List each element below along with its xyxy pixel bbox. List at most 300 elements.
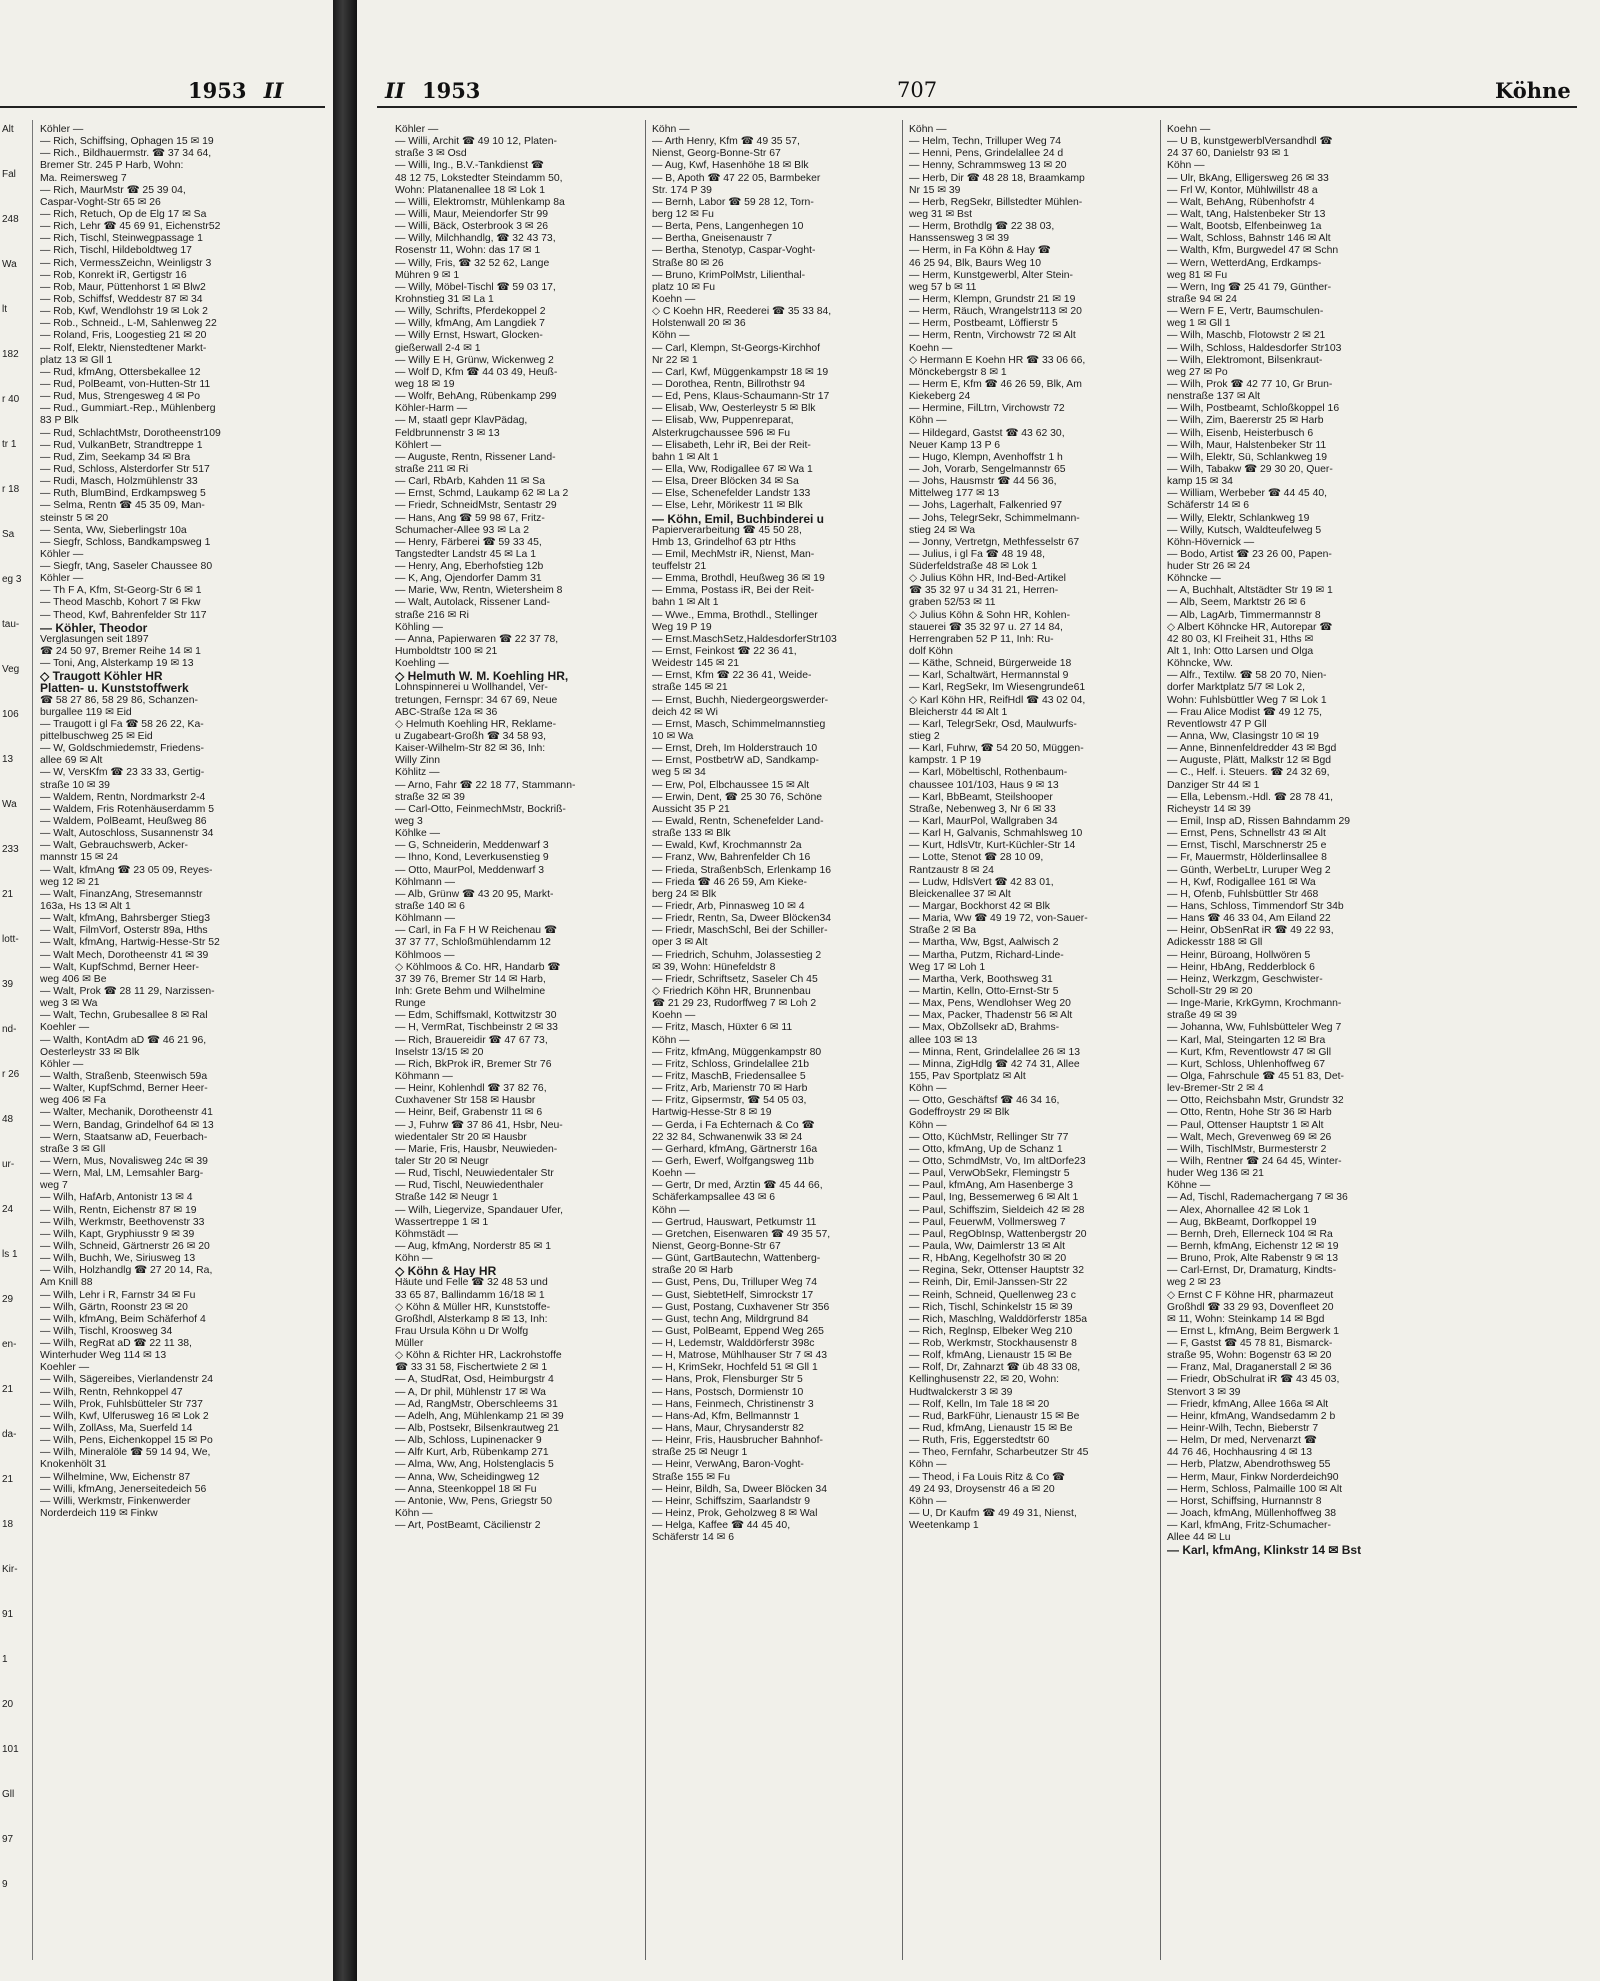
- directory-entry-line: — Aug, BkBeamt, Dorfkoppel 19: [1167, 1216, 1317, 1228]
- directory-entry-line: taler Str 20 ✉ Neugr: [395, 1155, 489, 1167]
- directory-entry-line: — Wilh, Werkmstr, Beethovenstr 33: [40, 1216, 205, 1228]
- directory-entry-line: — Hans, Feinmech, Christinenstr 3: [652, 1398, 814, 1410]
- directory-entry-line: — Rob, Schiffsf, Weddestr 87 ✉ 34: [40, 293, 203, 305]
- directory-entry-line: — Wern, Mus, Novalisweg 24c ✉ 39: [40, 1155, 208, 1167]
- directory-entry-line: — Henry, Ang, Eberhofstieg 12b: [395, 561, 544, 573]
- directory-entry-line: Rantzaustr 8 ✉ 24: [909, 864, 994, 876]
- directory-entry-line: — Walt, KupfSchmd, Berner Heer-: [40, 961, 199, 973]
- directory-entry-line: — Ed, Pens, Klaus-Schaumann-Str 17: [652, 391, 830, 403]
- directory-entry-line: — Max, Pens, Wendlohser Weg 20: [909, 998, 1071, 1010]
- margin-fragment: 9: [2, 1879, 8, 1890]
- directory-entry-line: — Gust, techn Ang, Mildrgrund 84: [652, 1313, 809, 1325]
- directory-entry-line: — Wolf D, Kfm ☎ 44 03 49, Heuß-: [395, 366, 558, 378]
- directory-entry-line: — Karl, kfmAng, Klinkstr 14 ✉ Bst: [1167, 1544, 1362, 1557]
- directory-entry-line: — Adelh, Ang, Mühlenkamp 21 ✉ 39: [395, 1410, 564, 1422]
- margin-fragment: nd-: [2, 1024, 17, 1035]
- directory-entry-line: — Wilh, Rentn, Rehnkoppel 47: [40, 1386, 183, 1398]
- directory-entry-line: gießerwall 2-4 ✉ 1: [395, 342, 481, 354]
- directory-entry-line: — Gust, SiebtetHelf, Simrockstr 17: [652, 1289, 814, 1301]
- margin-fragment: r 26: [2, 1069, 20, 1080]
- directory-entry-line: — Franz, Mal, Draganerstall 2 ✉ 36: [1167, 1362, 1332, 1374]
- directory-entry-line: Bremer Str. 245 P Harb, Wohn:: [40, 160, 184, 172]
- margin-fragment: ur-: [2, 1159, 15, 1170]
- directory-entry-line: — Rud., Gummiart.-Rep., Mühlenberg: [40, 403, 216, 415]
- margin-fragment: r 18: [2, 484, 20, 495]
- margin-fragment: Gll: [2, 1789, 15, 1800]
- directory-entry-line: — Frau Alice Modist ☎ 49 12 75,: [1167, 706, 1323, 718]
- directory-entry-line: — Gerda, i Fa Echternach & Co ☎: [652, 1119, 815, 1131]
- directory-entry-line: — Senta, Ww, Sieberlingstr 10a: [40, 524, 187, 536]
- directory-entry-line: — Auguste, Plätt, Malkstr 12 ✉ Bgd: [1167, 755, 1332, 767]
- directory-entry-line: — Heinr, Schiffszim, Saarlandstr 9: [652, 1495, 811, 1507]
- margin-fragment: 13: [2, 754, 14, 765]
- directory-entry-line: — Elisabeth, Lehr iR, Bei der Reit-: [652, 439, 811, 451]
- directory-entry-line: Hartwig-Hesse-Str 8 ✉ 19: [652, 1107, 772, 1119]
- directory-entry-line: — Rich, BkProk iR, Bremer Str 76: [395, 1058, 552, 1070]
- directory-entry-line: — Wilh, Pens, Eichenkoppel 15 ✉ Po: [40, 1435, 213, 1447]
- directory-entry-line: allee 69 ✉ Alt: [40, 755, 103, 767]
- directory-entry-line: — Köhler, Theodor: [40, 621, 148, 634]
- directory-entry-line: — Johanna, Ww, Fuhlsbütteler Weg 7: [1167, 1022, 1342, 1034]
- directory-entry-line: — Heinz, Prok, Geholzweg 8 ✉ Wal: [652, 1508, 818, 1520]
- directory-entry-line: straße 133 ✉ Blk: [652, 828, 731, 840]
- directory-entry-line: — Herb, RegSekr, Billstedter Mühlen-: [909, 196, 1083, 208]
- directory-entry-line: — Theod Maschb, Kohort 7 ✉ Fkw: [40, 597, 201, 609]
- directory-entry-line: — Willy Ernst, Hswart, Glocken-: [395, 330, 543, 342]
- surname-heading: Köhn —: [652, 1204, 690, 1216]
- surname-heading: Koehn —: [652, 293, 696, 305]
- directory-entry-line: — Heinr, Kohlenhdl ☎ 37 82 76,: [395, 1083, 547, 1095]
- directory-entry-line: dorfer Marktplatz 5/7 ✉ Lok 2,: [1167, 682, 1306, 694]
- directory-entry-line: — Walt, Bootsb, Elfenbeinweg 1a: [1167, 221, 1322, 233]
- directory-entry-line: — Bruno, KrimPolMstr, Lilienthal-: [652, 269, 806, 281]
- directory-entry-line: straße 211 ✉ Ri: [395, 463, 469, 475]
- directory-entry-line: — Inge-Marie, KrkGymn, Krochmann-: [1167, 998, 1342, 1010]
- directory-entry-line: kamp 15 ✉ 34: [1167, 476, 1233, 488]
- directory-entry-line: — Friedrich, Schuhm, Jolassestieg 2: [652, 949, 822, 961]
- directory-entry-line: — Minna, ZigHdlg ☎ 42 74 31, Allee: [909, 1058, 1080, 1070]
- surname-heading: Köhler-Harm —: [395, 403, 468, 415]
- surname-heading: Köhncke —: [1167, 573, 1221, 585]
- directory-entry-line: — Hans, Ang ☎ 59 98 67, Fritz-: [395, 512, 545, 524]
- directory-entry-line: — Karl, RegSekr, Im Wiesengrunde61: [909, 682, 1086, 694]
- directory-entry-line: — Heinr, kfmAng, Wandsedamm 2 b: [1167, 1410, 1336, 1422]
- directory-entry-line: straße 145 ✉ 21: [652, 682, 728, 694]
- directory-entry-line: Neuer Kamp 13 P 6: [909, 439, 1001, 451]
- directory-entry-line: — Ernst, Feinkost ☎ 22 36 41,: [652, 646, 797, 658]
- directory-entry-line: — H, KrimSekr, Hochfeld 51 ✉ Gll 1: [652, 1362, 818, 1374]
- directory-entry-line: — Karl, Fuhrw, ☎ 54 20 50, Müggen-: [909, 743, 1084, 755]
- right-page: [357, 0, 1600, 1981]
- directory-entry-line: — Elisab, Ww, Oesterleystr 5 ✉ Blk: [652, 403, 816, 415]
- directory-entry-line: — Ewald, Rentn, Schenefelder Land-: [652, 816, 824, 828]
- directory-entry-line: — Martha, Putzm, Richard-Linde-: [909, 949, 1064, 961]
- directory-entry-line: — Rob, Konrekt iR, Gertigstr 16: [40, 269, 187, 281]
- directory-entry-line: — Herb, Dir ☎ 48 28 18, Braamkamp: [909, 172, 1085, 184]
- directory-column-2: [395, 124, 640, 1532]
- directory-entry-line: — Olga, Fahrschule ☎ 45 51 83, Det-: [1167, 1070, 1344, 1082]
- directory-entry-line: — Otto, MaurPol, Meddenwarf 3: [395, 864, 544, 876]
- directory-entry-line: Richeystr 14 ✉ 39: [1167, 803, 1251, 815]
- directory-entry-line: — Wern, WetterdAng, Erdkamps-: [1167, 257, 1322, 269]
- directory-entry-line: — Helm, Techn, Trilluper Weg 74: [909, 136, 1062, 148]
- directory-entry-line: — Carl, in Fa F H W Reichenau ☎: [395, 925, 557, 937]
- directory-entry-line: — Heinr, Fris, Hausbrucher Bahnhof-: [652, 1435, 823, 1447]
- directory-entry-line: ABC-Straße 12a ✉ 36: [395, 706, 498, 718]
- directory-entry-line: weg 406 ✉ Be: [40, 973, 107, 985]
- directory-entry-line: Inh: Grete Behm und Wilhelmine: [395, 985, 546, 997]
- surname-heading: Köhn-Hövernick —: [1167, 536, 1255, 548]
- directory-entry-line: — Ruth, Fris, Eggerstedtstr 60: [909, 1435, 1050, 1447]
- directory-entry-line: — Ernst, Pens, Schnellstr 43 ✉ Alt: [1167, 828, 1326, 840]
- directory-entry-line: Hudtwalckerstr 3 ✉ 39: [909, 1386, 1013, 1398]
- directory-entry-line: ☎ 21 29 23, Rudorffweg 7 ✉ Loh 2: [652, 998, 817, 1010]
- directory-entry-line: 37 39 76, Bremer Str 14 ✉ Harb,: [395, 973, 546, 985]
- directory-entry-line: — Walt, Prok ☎ 28 11 29, Narzissen-: [40, 985, 215, 997]
- directory-entry-line: — Rich., Bildhauermstr. ☎ 37 34 64,: [40, 148, 212, 160]
- directory-entry-line: — Walt, kfmAng ☎ 23 05 09, Reyes-: [40, 864, 213, 876]
- directory-entry-line: weg 3 ✉ Wa: [40, 998, 98, 1010]
- surname-heading: Köhn —: [652, 330, 690, 342]
- directory-entry-line: — Walt, Schloss, Bahnstr 146 ✉ Alt: [1167, 233, 1331, 245]
- directory-entry-line: — Gust, Postang, Cuxhavener Str 356: [652, 1301, 830, 1313]
- margin-fragment: lt: [2, 304, 7, 315]
- directory-entry-line: — Ihno, Kond, Leverkusenstieg 9: [395, 852, 549, 864]
- directory-entry-line: Straße 80 ✉ 26: [652, 257, 724, 269]
- directory-entry-line: — Ernst, Schmd, Laukamp 62 ✉ La 2: [395, 488, 569, 500]
- directory-entry-line: weg 3: [395, 816, 423, 828]
- directory-entry-line: — Kurt, HdlsVtr, Kurt-Küchler-Str 14: [909, 840, 1076, 852]
- directory-entry-line: — Rich, Tischl, Steinwegpassage 1: [40, 233, 203, 245]
- directory-entry-line: ◇ Köhn & Richter HR, Lackrohstoffe: [395, 1350, 562, 1362]
- directory-entry-line: — Dorothea, Rentn, Billrothstr 94: [652, 378, 806, 390]
- directory-entry-line: straße 20 ✉ Harb: [652, 1265, 733, 1277]
- directory-entry-line: Platten- u. Kunststoffwerk: [40, 682, 189, 695]
- directory-entry-line: — Wilh, Maur, Halstenbeker Str 11: [1167, 439, 1327, 451]
- directory-entry-line: 83 P Blk: [40, 415, 79, 427]
- directory-entry-line: Wohn: Platanenallee 18 ✉ Lok 1: [395, 184, 546, 196]
- surname-heading: Köhn —: [652, 124, 690, 135]
- directory-entry-line: Großhdl, Alsterkamp 8 ✉ 13, Inh:: [395, 1313, 548, 1325]
- directory-entry-line: — Hildegard, Gastst ☎ 43 62 30,: [909, 427, 1065, 439]
- directory-entry-line: — Kurt, Kfm, Reventlowstr 47 ✉ Gll: [1167, 1046, 1332, 1058]
- directory-entry-line: 33 65 87, Ballindamm 16/18 ✉ 1: [395, 1289, 545, 1301]
- directory-entry-line: — Rud, SchlachtMstr, Dorotheenstr109: [40, 427, 221, 439]
- surname-heading: Köhn —: [909, 124, 947, 135]
- directory-entry-line: — William, Werbeber ☎ 44 45 40,: [1167, 488, 1328, 500]
- directory-entry-line: ◇ Köhn & Müller HR, Kunststoffe-: [395, 1301, 551, 1313]
- directory-entry-line: — Emil, MechMstr iR, Nienst, Man-: [652, 548, 815, 560]
- directory-entry-line: — Hans, Postsch, Dormienstr 10: [652, 1386, 804, 1398]
- directory-entry-line: — Wern F E, Vertr, Baumschulen-: [1167, 306, 1324, 318]
- directory-entry-line: — Rud, kfmAng, Lienaustr 15 ✉ Be: [909, 1423, 1073, 1435]
- directory-entry-line: — Wolfr, BehAng, Rübenkamp 299: [395, 391, 557, 403]
- directory-entry-line: — Jonny, Vertretgn, Methfesselstr 67: [909, 536, 1080, 548]
- directory-entry-line: — Günth, WerbeLtr, Luruper Weg 2: [1167, 864, 1331, 876]
- directory-entry-line: — Karl H, Galvanis, Schmahlsweg 10: [909, 828, 1083, 840]
- directory-entry-line: — Friedr, SchneidMstr, Sentastr 29: [395, 500, 557, 512]
- directory-entry-line: — Regina, Sekr, Ottenser Hauptstr 32: [909, 1265, 1084, 1277]
- directory-entry-line: — Else, Lehr, Mörikestr 11 ✉ Blk: [652, 500, 803, 512]
- directory-entry-line: — Wilh, Schneid, Gärtnerstr 26 ✉ 20: [40, 1240, 210, 1252]
- directory-entry-line: — Wilh, kfmAng, Beim Schäferhof 4: [40, 1313, 206, 1325]
- margin-fragment: 18: [2, 1519, 14, 1530]
- directory-entry-line: 46 25 94, Blk, Baurs Weg 10: [909, 257, 1042, 269]
- directory-entry-line: — Wern, Bandag, Grindelhof 64 ✉ 13: [40, 1119, 214, 1131]
- directory-entry-line: Weg 17 ✉ Loh 1: [909, 961, 986, 973]
- directory-entry-line: — Arth Henry, Kfm ☎ 49 35 57,: [652, 136, 800, 148]
- directory-entry-line: — Wilh, Mineralöle ☎ 59 14 94, We,: [40, 1447, 211, 1459]
- directory-entry-line: Scholl-Str 29 ✉ 20: [1167, 985, 1253, 997]
- directory-entry-line: — Wilh, HafArb, Antonistr 13 ✉ 4: [40, 1192, 193, 1204]
- directory-entry-line: — Anna, Papierwaren ☎ 22 37 78,: [395, 633, 559, 645]
- directory-entry-line: ☎ 24 50 97, Bremer Reihe 14 ✉ 1: [40, 646, 201, 658]
- surname-heading: Koehn —: [652, 1010, 696, 1022]
- directory-entry-line: straße 3 ✉ Gll: [40, 1143, 106, 1155]
- directory-entry-line: — A, Buchhalt, Altstädter Str 19 ✉ 1: [1167, 585, 1333, 597]
- directory-entry-line: Schäferstr 14 ✉ 6: [652, 1532, 735, 1544]
- directory-entry-line: — Joh, Vorarb, Sengelmannstr 65: [909, 463, 1066, 475]
- directory-entry-line: — Wern, Staatsanw aD, Feuerbach-: [40, 1131, 208, 1143]
- margin-fragment: 182: [2, 349, 19, 360]
- directory-entry-line: — Ernst.MaschSetz,HaldesdorferStr103: [652, 633, 837, 645]
- margin-fragment: 1: [2, 1654, 8, 1665]
- page-number: 707: [897, 78, 938, 102]
- directory-entry-line: — Willy, kfmAng, Am Langdiek 7: [395, 318, 545, 330]
- directory-entry-line: — Erwin, Dent, ☎ 25 30 76, Schöne: [652, 791, 823, 803]
- directory-entry-line: 163a, Hs 13 ✉ Alt 1: [40, 901, 131, 912]
- directory-entry-line: 42 80 03, Kl Freiheit 31, Hths ✉: [1167, 633, 1314, 645]
- directory-entry-line: Krohnstieg 31 ✉ La 1: [395, 293, 494, 305]
- directory-entry-line: — Anna, Steenkoppel 18 ✉ Fu: [395, 1483, 537, 1495]
- directory-entry-line: — Anne, Binnenfeldredder 43 ✉ Bgd: [1167, 743, 1337, 755]
- directory-entry-line: Alsterkrugchaussee 596 ✉ Fu: [652, 427, 791, 439]
- directory-entry-line: — Fritz, Masch, Hüxter 6 ✉ 11: [652, 1022, 793, 1034]
- directory-entry-line: — Ernst, Masch, Schimmelmannstieg: [652, 718, 826, 730]
- margin-fragment: 39: [2, 979, 14, 990]
- surname-heading: Koehling —: [395, 658, 449, 670]
- directory-entry-line: — H, Kwf, Rodigallee 161 ✉ Wa: [1167, 876, 1316, 888]
- directory-entry-line: — J, Fuhrw ☎ 37 86 41, Hsbr, Neu-: [395, 1119, 563, 1131]
- directory-entry-line: ◇ C Koehn HR, Reederei ☎ 35 33 84,: [652, 306, 832, 318]
- surname-heading: Köhler —: [40, 548, 84, 560]
- directory-entry-line: — Wilh, Rentn, Eichenstr 87 ✉ 19: [40, 1204, 197, 1216]
- directory-entry-line: — Bernh, kfmAng, Eichenstr 12 ✉ 19: [1167, 1240, 1339, 1252]
- directory-entry-line: straße 25 ✉ Neugr 1: [652, 1447, 748, 1459]
- directory-entry-line: — Paul, Ing, Bessemerweg 6 ✉ Alt 1: [909, 1192, 1079, 1204]
- directory-entry-line: — Wilh, RegRat aD ☎ 22 11 38,: [40, 1338, 192, 1350]
- surname-heading: Köhn —: [395, 1508, 433, 1520]
- directory-entry-line: — Alb, Schloss, Lupinenacker 9: [395, 1435, 542, 1447]
- directory-entry-line: — Wilh, Eisenb, Heisterbusch 6: [1167, 427, 1314, 439]
- directory-entry-line: — Henry, Färberei ☎ 59 33 45,: [395, 536, 542, 548]
- left-header-volume: II: [263, 78, 284, 103]
- directory-entry-line: — Henny, Schrammsweg 13 ✉ 20: [909, 160, 1067, 172]
- directory-entry-line: Mühren 9 ✉ 1: [395, 269, 460, 281]
- directory-entry-line: — Johs, Lagerhalt, Falkenried 97: [909, 500, 1063, 512]
- directory-entry-line: — Fritz, kfmAng, Müggenkampstr 80: [652, 1046, 822, 1058]
- directory-entry-line: ◇ Helmuth W. M. Koehling HR,: [395, 670, 569, 683]
- directory-entry-line: — Walt, Mech, Grevenweg 69 ✉ 26: [1167, 1131, 1332, 1143]
- directory-entry-line: straße 140 ✉ 6: [395, 901, 465, 912]
- directory-entry-line: platz 13 ✉ Gll 1: [40, 354, 113, 366]
- running-head: Köhne: [1495, 78, 1571, 103]
- directory-entry-line: Kaiser-Wilhelm-Str 82 ✉ 36, Inh:: [395, 743, 546, 755]
- directory-entry-line: — Art, PostBeamt, Cäcilienstr 2: [395, 1520, 541, 1532]
- directory-entry-line: — Gretchen, Eisenwaren ☎ 49 35 57,: [652, 1228, 831, 1240]
- directory-entry-line: — A, Dr phil, Mühlenstr 17 ✉ Wa: [395, 1386, 546, 1398]
- margin-fragment: ls 1: [2, 1249, 18, 1260]
- directory-column-3: [652, 124, 897, 1544]
- directory-entry-line: straße 3 ✉ Osd: [395, 148, 467, 160]
- directory-entry-line: — Bodo, Artist ☎ 23 26 00, Papen-: [1167, 548, 1332, 560]
- directory-entry-line: stieg 2: [909, 731, 940, 743]
- directory-entry-line: — Walt Mech, Dorotheenstr 41 ✉ 39: [40, 949, 209, 961]
- directory-entry-line: — Otto, SchmdMstr, Vo, Im altDorfe23: [909, 1155, 1086, 1167]
- directory-entry-line: — Alb, LagArb, Timmermannstr 8: [1167, 609, 1321, 621]
- directory-entry-line: ◇ Hermann E Koehn HR ☎ 33 06 66,: [909, 354, 1086, 366]
- directory-entry-line: — Rich, MaurMstr ☎ 25 39 04,: [40, 184, 186, 196]
- directory-entry-line: — Max, ObZollsekr aD, Brahms-: [909, 1022, 1060, 1034]
- directory-entry-line: — Gust, PolBeamt, Eppend Weg 265: [652, 1325, 824, 1337]
- directory-entry-line: — Erw, Pol, Elbchaussee 15 ✉ Alt: [652, 779, 810, 791]
- directory-entry-line: — Elisab, Ww, Puppenreparat,: [652, 415, 794, 427]
- directory-entry-line: — Gertr, Dr med, Ärztin ☎ 45 44 66,: [652, 1180, 823, 1192]
- margin-fragment: 21: [2, 1474, 14, 1485]
- directory-entry-line: lev-Bremer-Str 2 ✉ 4: [1167, 1083, 1264, 1095]
- directory-entry-line: Runge: [395, 998, 426, 1010]
- directory-entry-line: — Bruno, Prok, Alte Rabenstr 9 ✉ 13: [1167, 1253, 1338, 1265]
- directory-entry-line: — Wilh, Kapt, Gryphiusstr 9 ✉ 39: [40, 1228, 195, 1240]
- directory-entry-line: Str. 174 P 39: [652, 184, 712, 196]
- surname-heading: Koehler —: [40, 1022, 90, 1034]
- surname-heading: Köhlitz —: [395, 767, 440, 779]
- directory-entry-line: — Friedr, MaschSchl, Bei der Schiller-: [652, 925, 828, 937]
- directory-entry-line: weg 5 ✉ 34: [652, 767, 706, 779]
- directory-entry-line: Frau Ursula Köhn u Dr Wolfg: [395, 1325, 529, 1337]
- directory-entry-line: — Max, Packer, Thadenstr 56 ✉ Alt: [909, 1010, 1073, 1022]
- directory-entry-line: huder Weg 136 ✉ 21: [1167, 1168, 1264, 1180]
- directory-entry-line: — Arno, Fahr ☎ 22 18 77, Stammann-: [395, 779, 576, 791]
- directory-entry-line: — Otto, Geschäftsf ☎ 46 34 16,: [909, 1095, 1060, 1107]
- directory-entry-line: — Rich, Schiffsing, Ophagen 15 ✉ 19: [40, 136, 214, 148]
- directory-entry-line: — Traugott i gl Fa ☎ 58 26 22, Ka-: [40, 718, 204, 730]
- column-rule-4: [1160, 120, 1161, 1960]
- directory-entry-line: — Edm, Schiffsmakl, Kottwitzstr 30: [395, 1010, 557, 1022]
- directory-entry-line: — Wilh, Holzhandlg ☎ 27 20 14, Ra,: [40, 1265, 213, 1277]
- directory-entry-line: — Fr, Mauermstr, Hölderlinsallee 8: [1167, 852, 1327, 864]
- directory-entry-line: Nr 15 ✉ 39: [909, 184, 961, 196]
- directory-entry-line: — Wilh, Prok, Fuhlsbütteler Str 737: [40, 1398, 203, 1410]
- directory-entry-line: — Walter, Mechanik, Dorotheenstr 41: [40, 1107, 213, 1119]
- directory-entry-line: Nienst, Georg-Bonne-Str 67: [652, 148, 781, 160]
- directory-entry-line: weg 27 ✉ Po: [1167, 366, 1228, 378]
- directory-entry-line: huder Str 26 ✉ 24: [1167, 561, 1251, 573]
- directory-entry-line: — Marie, Fris, Hausbr, Neuwieden-: [395, 1143, 558, 1155]
- directory-entry-line: — Reinh, Schneid, Quellenweg 23 c: [909, 1289, 1076, 1301]
- margin-fragment: 233: [2, 844, 19, 855]
- directory-entry-line: — Auguste, Rentn, Rissener Land-: [395, 451, 556, 463]
- directory-entry-line: — Wilh, Gärtn, Roonstr 23 ✉ 20: [40, 1301, 188, 1313]
- directory-entry-line: — Willy, Fris, ☎ 32 52 62, Lange: [395, 257, 550, 269]
- directory-entry-line: ◇ Friedrich Köhn HR, Brunnenbau: [652, 985, 811, 997]
- directory-entry-line: — W, Goldschmiedemstr, Friedens-: [40, 743, 204, 755]
- directory-entry-line: — Paul, kfmAng, Am Hasenberge 3: [909, 1180, 1074, 1192]
- directory-entry-line: — Franz, Ww, Bahrenfelder Ch 16: [652, 852, 811, 864]
- directory-entry-line: 44 76 46, Hochhausring 4 ✉ 13: [1167, 1447, 1313, 1459]
- directory-entry-line: — Wern, Mal, LM, Lemsahler Barg-: [40, 1168, 204, 1180]
- directory-entry-line: — Bernh, Dreh, Ellerneck 104 ✉ Ra: [1167, 1228, 1333, 1240]
- directory-entry-line: Herrengraben 52 P 11, Inh: Ru-: [909, 633, 1054, 645]
- directory-entry-line: — Joach, kfmAng, Müllenhoffweg 38: [1167, 1508, 1337, 1520]
- directory-entry-line: Süderfeldstraße 48 ✉ Lok 1: [909, 561, 1038, 573]
- directory-entry-line: — Toni, Ang, Alsterkamp 19 ✉ 13: [40, 658, 194, 670]
- directory-entry-line: — Walt, BehAng, Rübenhofstr 4: [1167, 196, 1315, 208]
- surname-heading: Köhlmann —: [395, 876, 456, 888]
- directory-entry-line: — Alex, Ahornallee 42 ✉ Lok 1: [1167, 1204, 1310, 1216]
- directory-entry-line: — Roland, Fris, Loogestieg 21 ✉ 20: [40, 330, 207, 342]
- directory-entry-line: — Alfr Kurt, Arb, Rübenkamp 271: [395, 1447, 549, 1459]
- directory-entry-line: — Walth, Straßenb, Steenwisch 59a: [40, 1070, 208, 1082]
- directory-entry-line: — Rolf, Elektr, Nienstedtener Markt-: [40, 342, 207, 354]
- directory-entry-line: — Carl, Klempn, St-Georgs-Kirchhof: [652, 342, 821, 354]
- left-page-header: [188, 78, 283, 103]
- directory-entry-line: — Herm E, Kfm ☎ 46 26 59, Blk, Am: [909, 378, 1082, 390]
- directory-entry-line: — Kurt, Schloss, Uhlenhoffweg 67: [1167, 1058, 1326, 1070]
- directory-entry-line: — Helm, Dr med, Nervenarzt ☎: [1167, 1435, 1317, 1447]
- directory-entry-line: — Friedr, Rentn, Sa, Dweer Blöcken34: [652, 913, 832, 925]
- directory-entry-line: — Wilh, Elektr, Sü, Schlankweg 19: [1167, 451, 1327, 463]
- directory-entry-line: wiedentaler Str 20 ✉ Hausbr: [395, 1131, 527, 1143]
- directory-entry-line: — Rud, BarkFühr, Lienaustr 15 ✉ Be: [909, 1410, 1080, 1422]
- surname-heading: Köhn —: [909, 1119, 947, 1131]
- directory-entry-line: stauerei ☎ 35 32 97 u. 27 14 84,: [909, 621, 1063, 633]
- directory-entry-line: Knokenhölt 31: [40, 1459, 107, 1471]
- directory-entry-line: — Rud, Mus, Strengesweg 4 ✉ Po: [40, 391, 201, 403]
- surname-heading: Köhn —: [909, 1495, 947, 1507]
- directory-entry-line: — Wilh, Elektromont, Bilsenkraut-: [1167, 354, 1323, 366]
- directory-entry-line: — Ad, Tischl, Rademachergang 7 ✉ 36: [1167, 1192, 1348, 1204]
- directory-entry-line: — Julius, i gl Fa ☎ 48 19 48,: [909, 548, 1045, 560]
- directory-entry-line: Straße 155 ✉ Fu: [652, 1471, 731, 1483]
- directory-entry-line: — Willi, Bäck, Osterbrook 3 ✉ 26: [395, 221, 549, 233]
- directory-entry-line: Straße 2 ✉ Ba: [909, 925, 977, 937]
- directory-entry-line: — Rolf, Kelln, Im Tale 18 ✉ 20: [909, 1398, 1050, 1410]
- directory-entry-line: Schäferkampsallee 43 ✉ 6: [652, 1192, 776, 1204]
- surname-heading: Köhn —: [909, 1083, 947, 1095]
- directory-entry-line: Caspar-Voght-Str 65 ✉ 26: [40, 196, 161, 208]
- surname-heading: Köhlke —: [395, 828, 441, 840]
- directory-entry-line: Feldbrunnenstr 3 ✉ 13: [395, 427, 500, 439]
- directory-entry-line: — Hugo, Klempn, Avenhoffstr 1 h: [909, 451, 1063, 463]
- directory-entry-line: — Herm, Klempn, Grundstr 21 ✉ 19: [909, 293, 1076, 305]
- directory-entry-line: — Otto, Rentn, Hohe Str 36 ✉ Harb: [1167, 1107, 1332, 1119]
- directory-entry-line: — Carl-Otto, FeinmechMstr, Bockriß-: [395, 803, 566, 815]
- directory-entry-line: — Heinr, Beif, Grabenstr 11 ✉ 6: [395, 1107, 543, 1119]
- directory-entry-line: — Karl, MaurPol, Wallgraben 34: [909, 816, 1058, 828]
- directory-entry-line: — Wilh, Sägereibes, Vierlandenstr 24: [40, 1374, 214, 1386]
- margin-fragment: en-: [2, 1339, 17, 1350]
- left-header-year: 1953: [188, 78, 247, 103]
- directory-entry-line: — Paul, Ottenser Hauptstr 1 ✉ Alt: [1167, 1119, 1324, 1131]
- directory-entry-line: — Paula, Ww, Daimlerstr 13 ✉ Alt: [909, 1240, 1065, 1252]
- directory-entry-line: weg 18 ✉ 19: [395, 378, 455, 390]
- directory-entry-line: — Walt, kfmAng, Bahrsberger Stieg3: [40, 913, 210, 925]
- directory-entry-line: — Ernst, Tischl, Marschnerstr 25 e: [1167, 840, 1327, 852]
- directory-entry-line: — Carl, RbArb, Kahden 11 ✉ Sa: [395, 476, 546, 488]
- directory-column-5: [1167, 124, 1415, 1557]
- directory-entry-line: Lohnspinnerei u Wollhandel, Ver-: [395, 682, 548, 694]
